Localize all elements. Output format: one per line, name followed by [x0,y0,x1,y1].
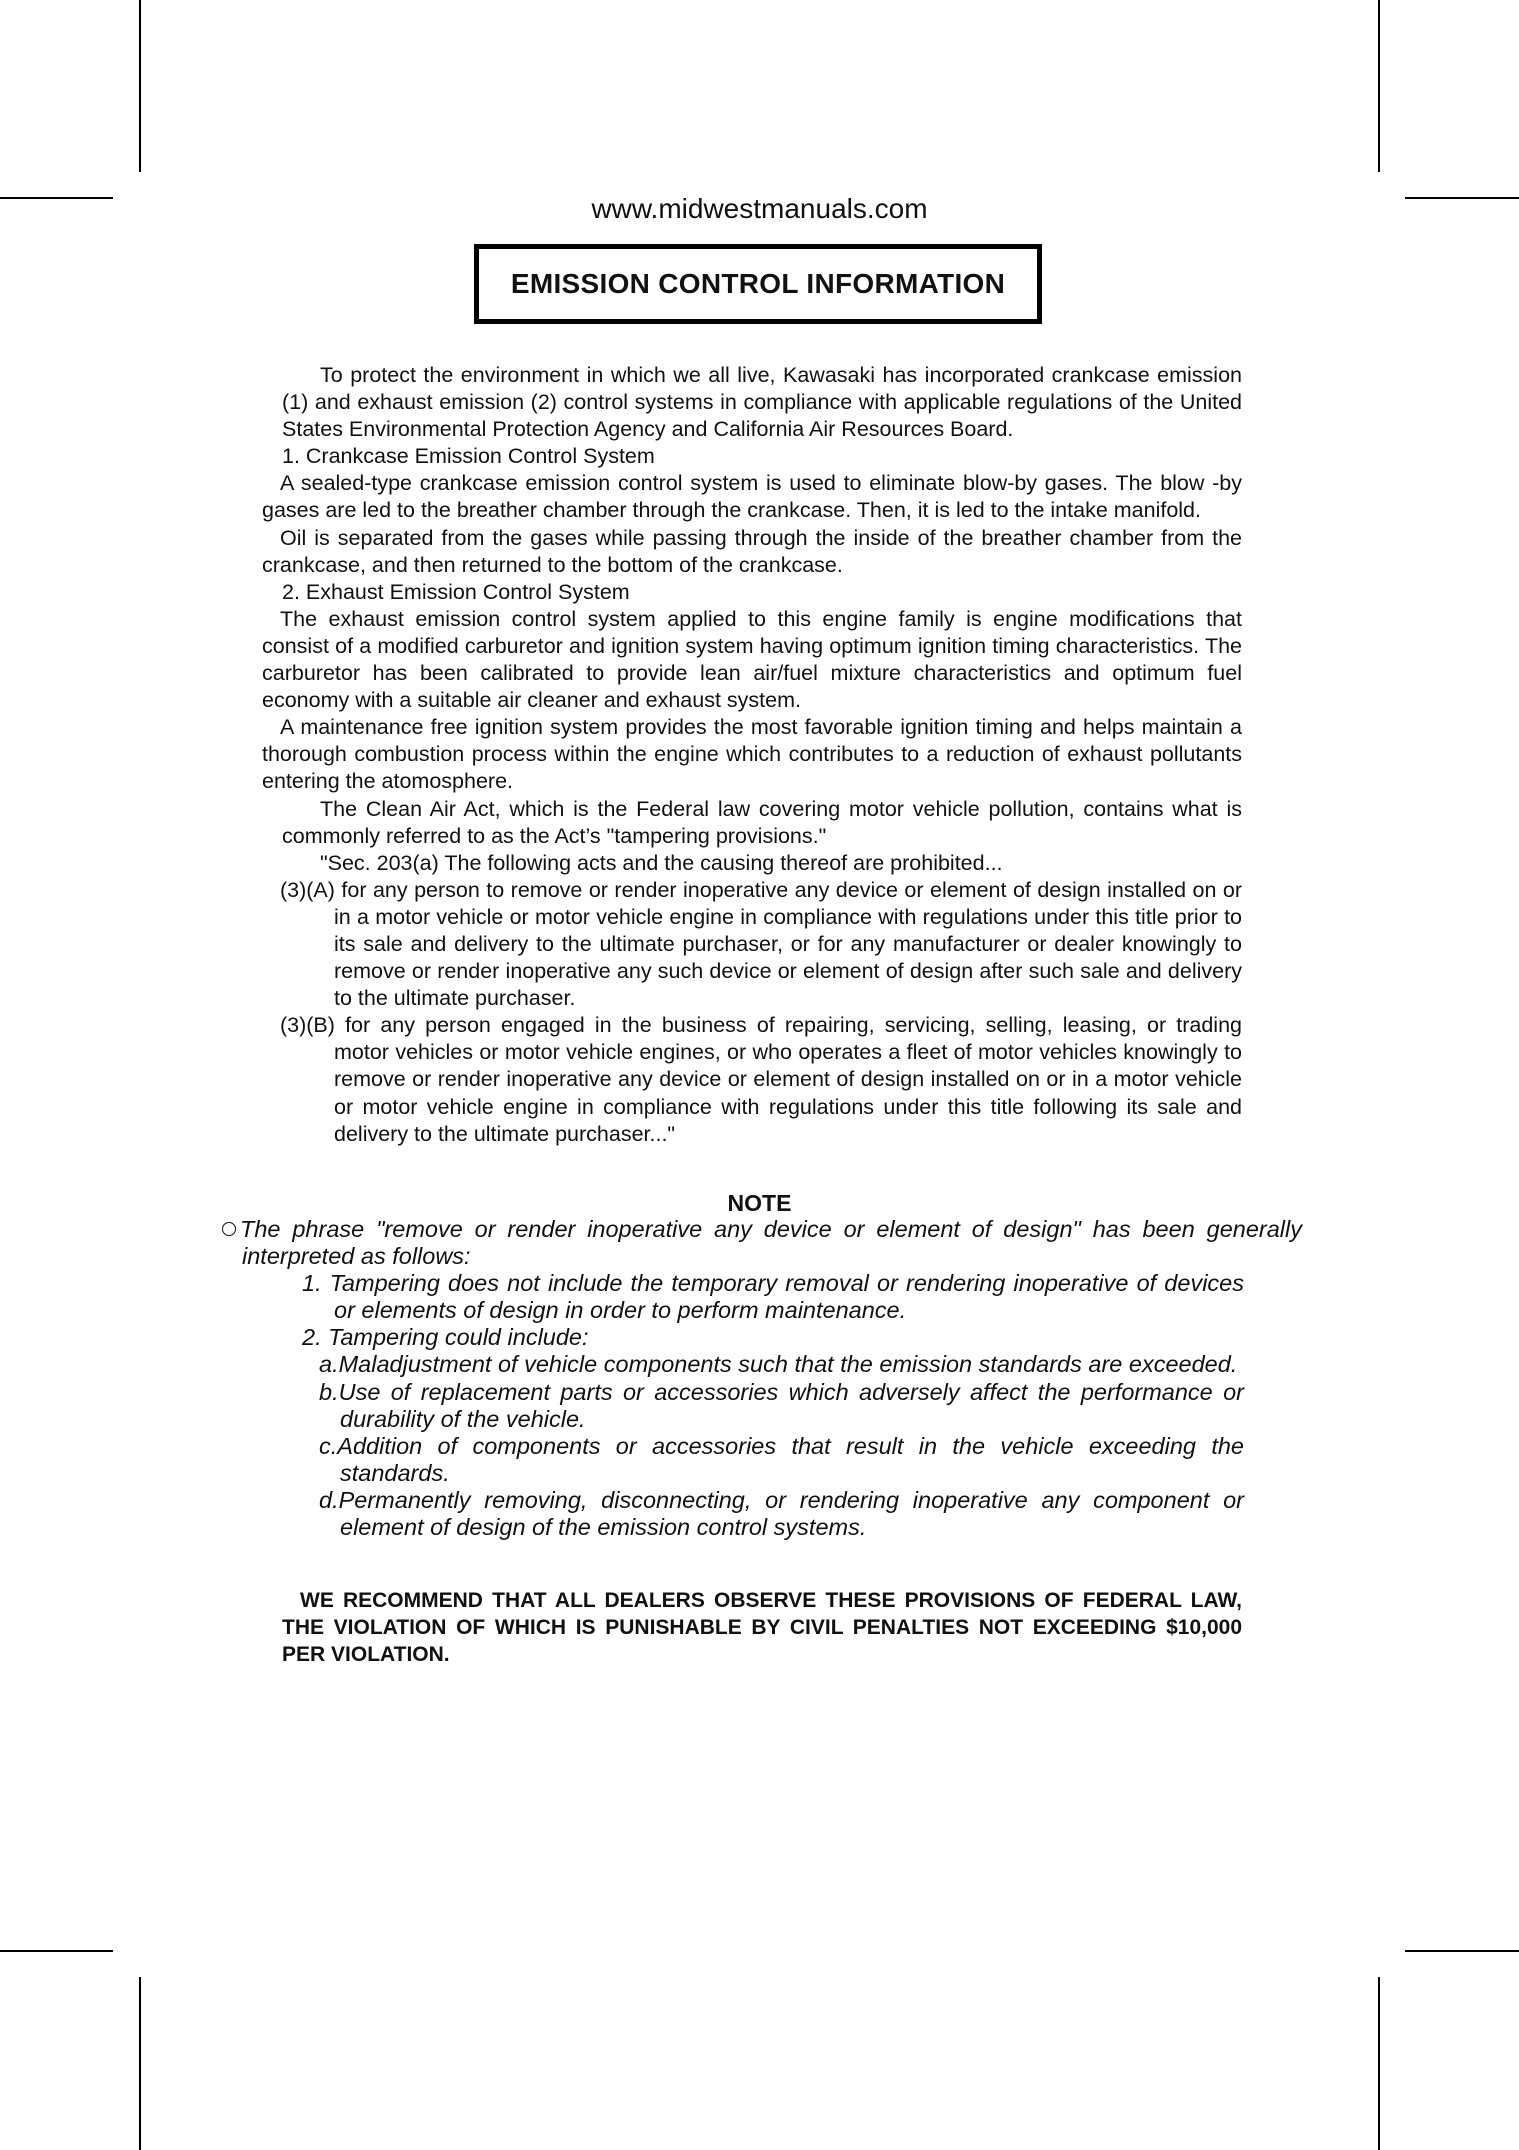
section1-heading: 1. Crankcase Emission Control System [282,444,655,469]
intro-paragraph: To protect the environment in which we all live, Kawasaki has incorporated crankcase emission (1) and exhaust emission (2) control systems in compliance with applicable regulations of the United States Environmental Protection Agency and California Air Resources Board. [282,363,1242,442]
federal-law-warning [282,1587,1242,1668]
clause-3b: (3)(B) for any person engaged in the business of repairing, servicing, selling, leasing, or trading motor vehicles or motor vehicle engines, or who operates a fleet of motor vehicles knowingly to remove or render inoperative any device or element of design installed on or in a motor vehicle or motor vehicle engine in compliance with regulations under this title following its sale and delivery to the ultimate purchaser..." [280,1013,1242,1146]
page-title-box [474,244,1042,324]
section2-heading: 2. Exhaust Emission Control System [282,579,630,604]
note-heading: NOTE [727,1190,792,1216]
section2-paragraph-1: The exhaust emission control system applied to this engine family is engine modifications that consist of a modified carburetor and ignition system having optimum ignition timing characteristics. The carburetor has been calibrated to provide lean air/fuel mixture characteristics and optimum fuel economy with a suitable air cleaner and exhaust system. [262,606,1242,713]
note-item-a: a.Maladjustment of vehicle components such that the emission standards are exceeded. [319,1351,1238,1378]
crop-mark-top-left-vertical [139,0,141,172]
warning-text: WE RECOMMEND THAT ALL DEALERS OBSERVE THESE PROVISIONS OF FEDERAL LAW, THE VIOLATION OF WHICH IS PUNISHABLE BY CIVIL PENALTIES NOT EXCEEDING $10,000 PER VIOLATION. [282,1589,1242,1667]
note-intro-line [222,1216,1302,1270]
crop-mark-bottom-left-vertical [139,1977,141,2150]
note-item-2: 2. Tampering could include: [302,1324,589,1351]
note-item-b: b.Use of replacement parts or accessories which adversely affect the performance or durability of the vehicle. [319,1378,1244,1432]
note-item-d: d.Permanently removing, disconnecting, or rendering inoperative any component or element of design of the emission control systems. [319,1486,1244,1541]
sec-203-line: "Sec. 203(a) The following acts and the causing thereof are prohibited... [320,850,1003,875]
crop-mark-bottom-right-horizontal [1405,1950,1519,1952]
crop-mark-top-right-vertical [1378,0,1380,172]
website-url: www.midwestmanuals.com [591,193,928,224]
crop-mark-bottom-left-horizontal [0,1950,113,1952]
note-item-1: 1. Tampering does not include the temporary removal or rendering inoperative of devices or elements of design in order to perform maintenance. [302,1270,1244,1324]
note-intro: The phrase "remove or render inoperative any device or element of design" has been generally interpreted as follows: [240,1216,1302,1270]
page-title: EMISSION CONTROL INFORMATION [510,268,1006,299]
note-block [222,1216,1302,1541]
section2-paragraph-2: A maintenance free ignition system provides the most favorable ignition timing and helps maintain a thorough combustion process within the engine which contributes to a reduction of exhaust pollutants entering the atomosphere. [262,715,1242,794]
crop-mark-bottom-right-vertical [1378,1977,1380,2150]
circle-bullet-icon [222,1222,236,1236]
section1-paragraph-1: A sealed-type crankcase emission control system is used to eliminate blow-by gases. The blow -by gases are led to the breather chamber through the crankcase. Then, it is led to the intake manifold. [262,471,1242,523]
clean-air-act-paragraph: The Clean Air Act, which is the Federal law covering motor vehicle pollution, contains what is commonly referred to as the Act’s "tampering provisions." [282,796,1242,848]
main-body [262,362,1242,1148]
section1-paragraph-2: Oil is separated from the gases while passing through the inside of the breather chamber from the crankcase, and then returned to the bottom of the crankcase. [262,525,1242,577]
clause-3a: (3)(A) for any person to remove or render inoperative any device or element of design installed on or in a motor vehicle or motor vehicle engine in compliance with regulations under this title prior to its sale and delivery to the ultimate purchaser, or for any manufacturer or dealer knowingly to remove or render inoperative any such device or element of design after such sale and delivery to the ultimate purchaser. [280,877,1242,1011]
note-item-c: c.Addition of components or accessories that result in the vehicle exceeding the standards. [319,1432,1244,1486]
